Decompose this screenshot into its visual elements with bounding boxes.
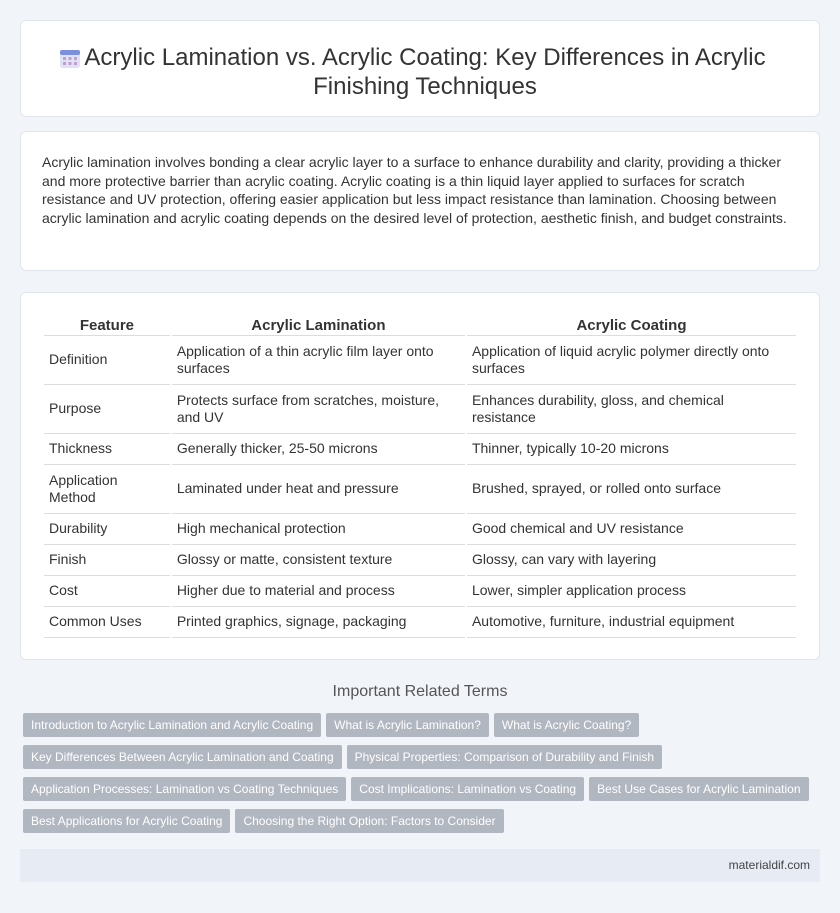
related-term-tag[interactable]: What is Acrylic Coating? <box>494 713 639 737</box>
table-row <box>44 545 796 576</box>
related-term-tag[interactable]: Best Applications for Acrylic Coating <box>23 809 230 833</box>
row-feature: Durability <box>44 514 170 545</box>
related-terms-heading: Important Related Terms <box>332 683 508 700</box>
row-feature: Definition <box>44 336 170 385</box>
comparison-table <box>42 316 798 638</box>
related-term-tag[interactable]: Application Processes: Lamination vs Coating Techniques <box>23 777 346 801</box>
table-row <box>44 514 796 545</box>
page-title: Acrylic Lamination vs. Acrylic Coating: Key Differences in Acrylic Finishing Techniques <box>84 44 766 100</box>
title-card <box>20 20 820 117</box>
table-row <box>44 385 796 434</box>
row-feature: Application Method <box>44 465 170 514</box>
row-feature: Finish <box>44 545 170 576</box>
row-coating: Glossy, can vary with layering <box>467 545 796 576</box>
row-coating: Application of liquid acrylic polymer directly onto surfaces <box>467 336 796 385</box>
tag-row <box>23 809 509 833</box>
tag-row <box>23 777 814 801</box>
footer-site-link[interactable]: materialdif.com <box>728 858 810 872</box>
row-coating: Automotive, furniture, industrial equipment <box>467 607 796 638</box>
row-coating: Enhances durability, gloss, and chemical resistance <box>467 385 796 434</box>
related-term-tag[interactable]: Physical Properties: Comparison of Durability and Finish <box>347 745 662 769</box>
tag-row <box>23 713 644 737</box>
related-term-tag[interactable]: Introduction to Acrylic Lamination and Acrylic Coating <box>23 713 321 737</box>
related-term-tag[interactable]: Key Differences Between Acrylic Lamination and Coating <box>23 745 342 769</box>
row-feature: Purpose <box>44 385 170 434</box>
row-feature: Common Uses <box>44 607 170 638</box>
footer <box>20 849 820 882</box>
row-lamination: Generally thicker, 25-50 microns <box>172 434 465 465</box>
row-coating: Brushed, sprayed, or rolled onto surface <box>467 465 796 514</box>
table-header-row <box>44 316 796 336</box>
header-feature: Feature <box>44 316 170 336</box>
comparison-card <box>20 292 820 660</box>
table-row <box>44 607 796 638</box>
table-row <box>44 465 796 514</box>
related-term-tag[interactable]: Cost Implications: Lamination vs Coating <box>351 777 584 801</box>
intro-paragraph: Acrylic lamination involves bonding a clear acrylic layer to a surface to enhance durability and clarity, providing a thicker and more protective barrier than acrylic coating. Acrylic coating is a thin liquid layer applied to surfaces for scratch resistance and UV protection, offering easier application but less impact resistance than lamination. Choosing between acrylic lamination and acrylic coating depends on the desired level of protection, aesthetic finish, and budget constraints. <box>42 154 787 226</box>
related-term-tag[interactable]: What is Acrylic Lamination? <box>326 713 489 737</box>
row-lamination: Printed graphics, signage, packaging <box>172 607 465 638</box>
header-coating: Acrylic Coating <box>467 316 796 336</box>
row-lamination: High mechanical protection <box>172 514 465 545</box>
table-row <box>44 336 796 385</box>
row-lamination: Protects surface from scratches, moisture, and UV <box>172 385 465 434</box>
table-row <box>44 434 796 465</box>
row-feature: Thickness <box>44 434 170 465</box>
row-lamination: Application of a thin acrylic film layer onto surfaces <box>172 336 465 385</box>
table-row <box>44 576 796 607</box>
intro-card <box>20 131 820 271</box>
row-coating: Lower, simpler application process <box>467 576 796 607</box>
related-term-tag[interactable]: Choosing the Right Option: Factors to Consider <box>235 809 503 833</box>
row-lamination: Laminated under heat and pressure <box>172 465 465 514</box>
header-lamination: Acrylic Lamination <box>172 316 465 336</box>
row-lamination: Higher due to material and process <box>172 576 465 607</box>
row-feature: Cost <box>44 576 170 607</box>
tag-row <box>23 745 667 769</box>
related-term-tag[interactable]: Best Use Cases for Acrylic Lamination <box>589 777 808 801</box>
row-coating: Good chemical and UV resistance <box>467 514 796 545</box>
row-lamination: Glossy or matte, consistent texture <box>172 545 465 576</box>
row-coating: Thinner, typically 10-20 microns <box>467 434 796 465</box>
